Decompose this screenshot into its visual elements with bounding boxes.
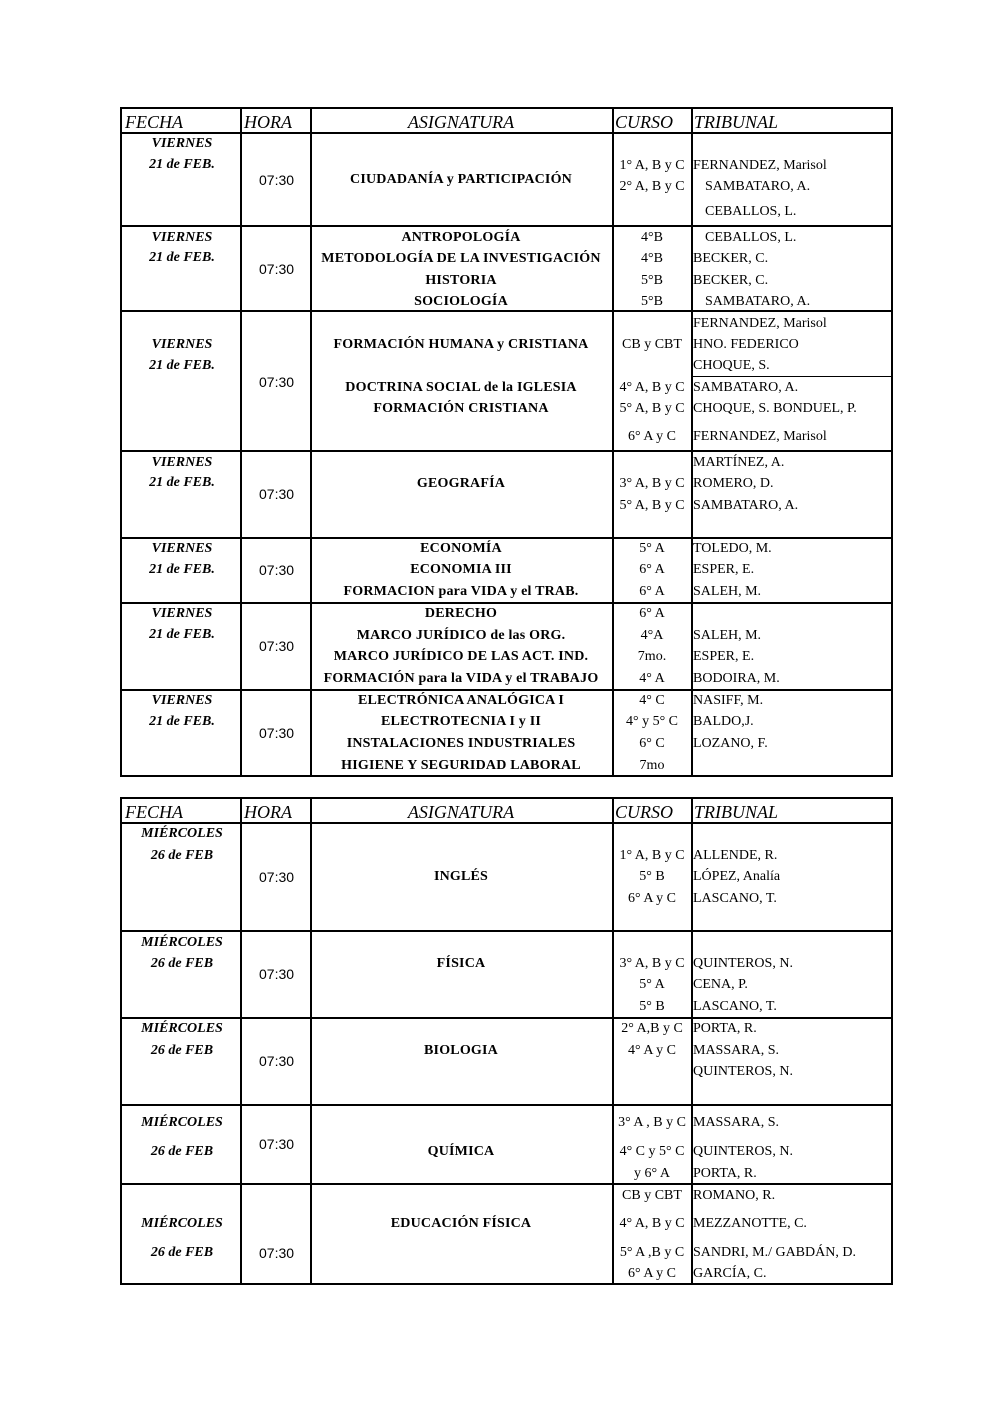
curso: 6° A y C: [627, 429, 677, 444]
curso: 6° A: [639, 562, 665, 577]
tribunal-member: BECKER, C.: [693, 273, 769, 288]
tribunal-member: ESPER, E.: [693, 649, 755, 664]
tribunal-member: QUINTEROS, N.: [693, 956, 793, 971]
subject: ECONOMIA III: [410, 562, 512, 577]
tribunal-member: FERNANDEZ, Marisol: [693, 429, 827, 444]
curso: 4°B: [641, 251, 663, 266]
row-date: 21 de FEB.: [149, 714, 215, 729]
header-tribunal: TRIBUNAL: [694, 112, 779, 132]
subject: HIGIENE Y SEGURIDAD LABORAL: [341, 758, 581, 773]
tribunal-member: HNO. FEDERICO: [693, 337, 799, 352]
tribunal-member: MEZZANOTTE, C.: [693, 1216, 807, 1231]
curso: 5° B: [639, 999, 665, 1014]
curso: 5° A: [639, 977, 665, 992]
subject: HISTORIA: [425, 273, 497, 288]
curso: 5°B: [641, 294, 663, 309]
row-time: 07:30: [259, 172, 295, 188]
curso: 6° A y C: [627, 1266, 677, 1281]
curso: 5° A, B y C: [619, 498, 685, 513]
subject: SOCIOLOGÍA: [414, 294, 508, 309]
header-curso: CURSO: [615, 112, 673, 132]
subject: FÍSICA: [436, 956, 486, 971]
tribunal-member: LASCANO, T.: [693, 891, 777, 906]
curso: 5°B: [641, 273, 663, 288]
curso: 3° A, B y C: [619, 476, 685, 491]
tribunal-member: MARTÍNEZ, A.: [693, 455, 785, 470]
subject: ELECTRÓNICA ANALÓGICA I: [357, 693, 565, 708]
row-time: 07:30: [259, 869, 295, 885]
row-day: VIERNES: [151, 541, 213, 556]
tribunal-member: SALEH, M.: [693, 584, 762, 599]
curso: 5° A: [639, 541, 665, 556]
exam-schedule-table-2: [120, 797, 893, 1285]
curso: 3° A , B y C: [618, 1115, 686, 1130]
curso: 7mo.: [637, 649, 667, 664]
tribunal-member: CEBALLOS, L.: [705, 230, 797, 245]
row-time: 07:30: [259, 638, 295, 654]
tribunal-member: CHOQUE, S.: [693, 358, 770, 373]
row-day: VIERNES: [151, 455, 213, 470]
tribunal-member: LOZANO, F.: [693, 736, 768, 751]
row-time: 07:30: [259, 486, 295, 502]
tribunal-member: ESPER, E.: [693, 562, 755, 577]
subject: MARCO JURÍDICO de las ORG.: [356, 628, 566, 643]
tribunal-member: GARCÍA, C.: [693, 1266, 767, 1281]
curso: 3° A, B y C: [619, 956, 685, 971]
row-day: MIÉRCOLES: [141, 1021, 223, 1036]
tribunal-member: QUINTEROS, N.: [693, 1064, 793, 1079]
row-day: MIÉRCOLES: [141, 826, 223, 841]
curso: 5° A ,B y C: [619, 1245, 685, 1260]
row-time: 07:30: [259, 1136, 295, 1152]
curso: y 6° A: [634, 1166, 670, 1181]
header-asignatura: ASIGNATURA: [407, 112, 515, 132]
row-date: 26 de FEB: [150, 848, 214, 863]
tribunal-member: SAMBATARO, A.: [705, 294, 811, 309]
curso: 4° A y C: [627, 1043, 677, 1058]
tribunal-member: BALDO,J.: [693, 714, 754, 729]
tribunal-member: FERNANDEZ, Marisol: [693, 316, 827, 331]
tribunal-member: SAMBATARO, A.: [693, 380, 799, 395]
tribunal-member: ROMERO, D.: [693, 476, 774, 491]
row-date: 21 de FEB.: [149, 475, 215, 490]
curso: 2° A, B y C: [619, 179, 685, 194]
row-time: 07:30: [259, 966, 295, 982]
subject: EDUCACIÓN FÍSICA: [390, 1216, 532, 1231]
subject: DOCTRINA SOCIAL de la IGLESIA: [345, 380, 577, 395]
tribunal-member: SAMBATARO, A.: [705, 179, 811, 194]
row-date: 21 de FEB.: [149, 157, 215, 172]
row-time: 07:30: [259, 1053, 295, 1069]
tribunal-member: TOLEDO, M.: [693, 541, 772, 556]
tribunal-member: ROMANO, R.: [693, 1188, 776, 1203]
row-time: 07:30: [259, 261, 295, 277]
subject: ELECTROTECNIA I y II: [381, 714, 541, 729]
curso: 5° B: [639, 869, 665, 884]
subject: FORMACIÓN HUMANA y CRISTIANA: [333, 337, 589, 352]
tribunal-member: SALEH, M.: [693, 628, 762, 643]
subject: METODOLOGÍA DE LA INVESTIGACIÓN: [321, 251, 601, 266]
tribunal-member: SAMBATARO, A.: [693, 498, 799, 513]
curso: 7mo: [639, 758, 665, 773]
curso: 6° A y C: [627, 891, 677, 906]
tribunal-member: NASIFF, M.: [693, 693, 764, 708]
tribunal-member: ALLENDE, R.: [693, 848, 778, 863]
row-date: 26 de FEB: [150, 1245, 214, 1260]
row-date: 26 de FEB: [150, 956, 214, 971]
curso: CB y CBT: [622, 1188, 682, 1203]
tribunal-member: CENA, P.: [693, 977, 748, 992]
curso: 6° C: [639, 736, 665, 751]
row-day: VIERNES: [151, 136, 213, 151]
curso: 1° A, B y C: [619, 158, 685, 173]
curso: 6° A: [639, 606, 665, 621]
tribunal-member: BODOIRA, M.: [693, 671, 780, 686]
header-tribunal: TRIBUNAL: [694, 802, 779, 822]
curso: 1° A, B y C: [619, 848, 685, 863]
row-date: 26 de FEB: [150, 1144, 214, 1159]
row-day: VIERNES: [151, 606, 213, 621]
tribunal-member: PORTA, R.: [693, 1021, 757, 1036]
row-time: 07:30: [259, 725, 295, 741]
row-day: MIÉRCOLES: [141, 1115, 223, 1130]
tribunal-member: PORTA, R.: [693, 1166, 757, 1181]
curso: 4° A, B y C: [619, 380, 685, 395]
subject: MARCO JURÍDICO DE LAS ACT. IND.: [333, 649, 589, 664]
subject: GEOGRAFÍA: [416, 476, 506, 491]
row-day: VIERNES: [151, 230, 213, 245]
subject: ANTROPOLOGÍA: [401, 230, 521, 245]
curso: 4°A: [640, 628, 664, 643]
row-time: 07:30: [259, 374, 295, 390]
tribunal-member: MASSARA, S.: [693, 1043, 779, 1058]
subject: BIOLOGIA: [424, 1043, 498, 1058]
subject: FORMACIÓN para la VIDA y el TRABAJO: [323, 671, 599, 686]
curso: 4° C: [639, 693, 665, 708]
row-date: 21 de FEB.: [149, 562, 215, 577]
subject: FORMACIÓN CRISTIANA: [373, 401, 549, 416]
subject: QUÍMICA: [427, 1144, 495, 1159]
row-day: MIÉRCOLES: [141, 935, 223, 950]
curso: 6° A: [639, 584, 665, 599]
row-time: 07:30: [259, 562, 295, 578]
curso: 4° A, B y C: [619, 1216, 685, 1231]
curso: 5° A, B y C: [619, 401, 685, 416]
curso: CB y CBT: [622, 337, 682, 352]
row-day: VIERNES: [151, 693, 213, 708]
exam-schedule-table-1: [120, 107, 893, 777]
subject: CIUDADANÍA y PARTICIPACIÓN: [350, 172, 572, 187]
row-day: MIÉRCOLES: [141, 1216, 223, 1231]
row-date: 21 de FEB.: [149, 250, 215, 265]
header-hora: HORA: [244, 802, 292, 822]
subject: ECONOMÍA: [420, 541, 502, 556]
tribunal-member: SANDRI, M./ GABDÁN, D.: [693, 1245, 856, 1260]
row-date: 21 de FEB.: [149, 627, 215, 642]
tribunal-member: BECKER, C.: [693, 251, 769, 266]
header-hora: HORA: [244, 112, 292, 132]
header-fecha: FECHA: [125, 802, 183, 822]
curso: 4° A: [639, 671, 665, 686]
row-day: VIERNES: [151, 337, 213, 352]
tribunal-member: FERNANDEZ, Marisol: [693, 158, 827, 173]
row-date: 21 de FEB.: [149, 358, 215, 373]
tribunal-member: QUINTEROS, N.: [693, 1144, 793, 1159]
subject: INSTALACIONES INDUSTRIALES: [346, 736, 576, 751]
tribunal-member: LASCANO, T.: [693, 999, 777, 1014]
subject: DERECHO: [424, 606, 498, 621]
tribunal-member: CHOQUE, S. BONDUEL, P.: [693, 401, 857, 416]
tribunal-member: MASSARA, S.: [693, 1115, 779, 1130]
header-fecha: FECHA: [125, 112, 183, 132]
curso: 4° y 5° C: [625, 714, 679, 729]
header-asignatura: ASIGNATURA: [407, 802, 515, 822]
subject: INGLÉS: [433, 869, 489, 884]
row-date: 26 de FEB: [150, 1043, 214, 1058]
curso: 4°B: [641, 230, 663, 245]
header-curso: CURSO: [615, 802, 673, 822]
subject: FORMACION para VIDA y el TRAB.: [343, 584, 579, 599]
tribunal-member: LÓPEZ, Analía: [693, 869, 781, 884]
tribunal-member: CEBALLOS, L.: [705, 204, 797, 219]
curso: 4° C y 5° C: [619, 1144, 685, 1159]
curso: 2° A,B y C: [621, 1021, 683, 1036]
row-time: 07:30: [259, 1245, 295, 1261]
